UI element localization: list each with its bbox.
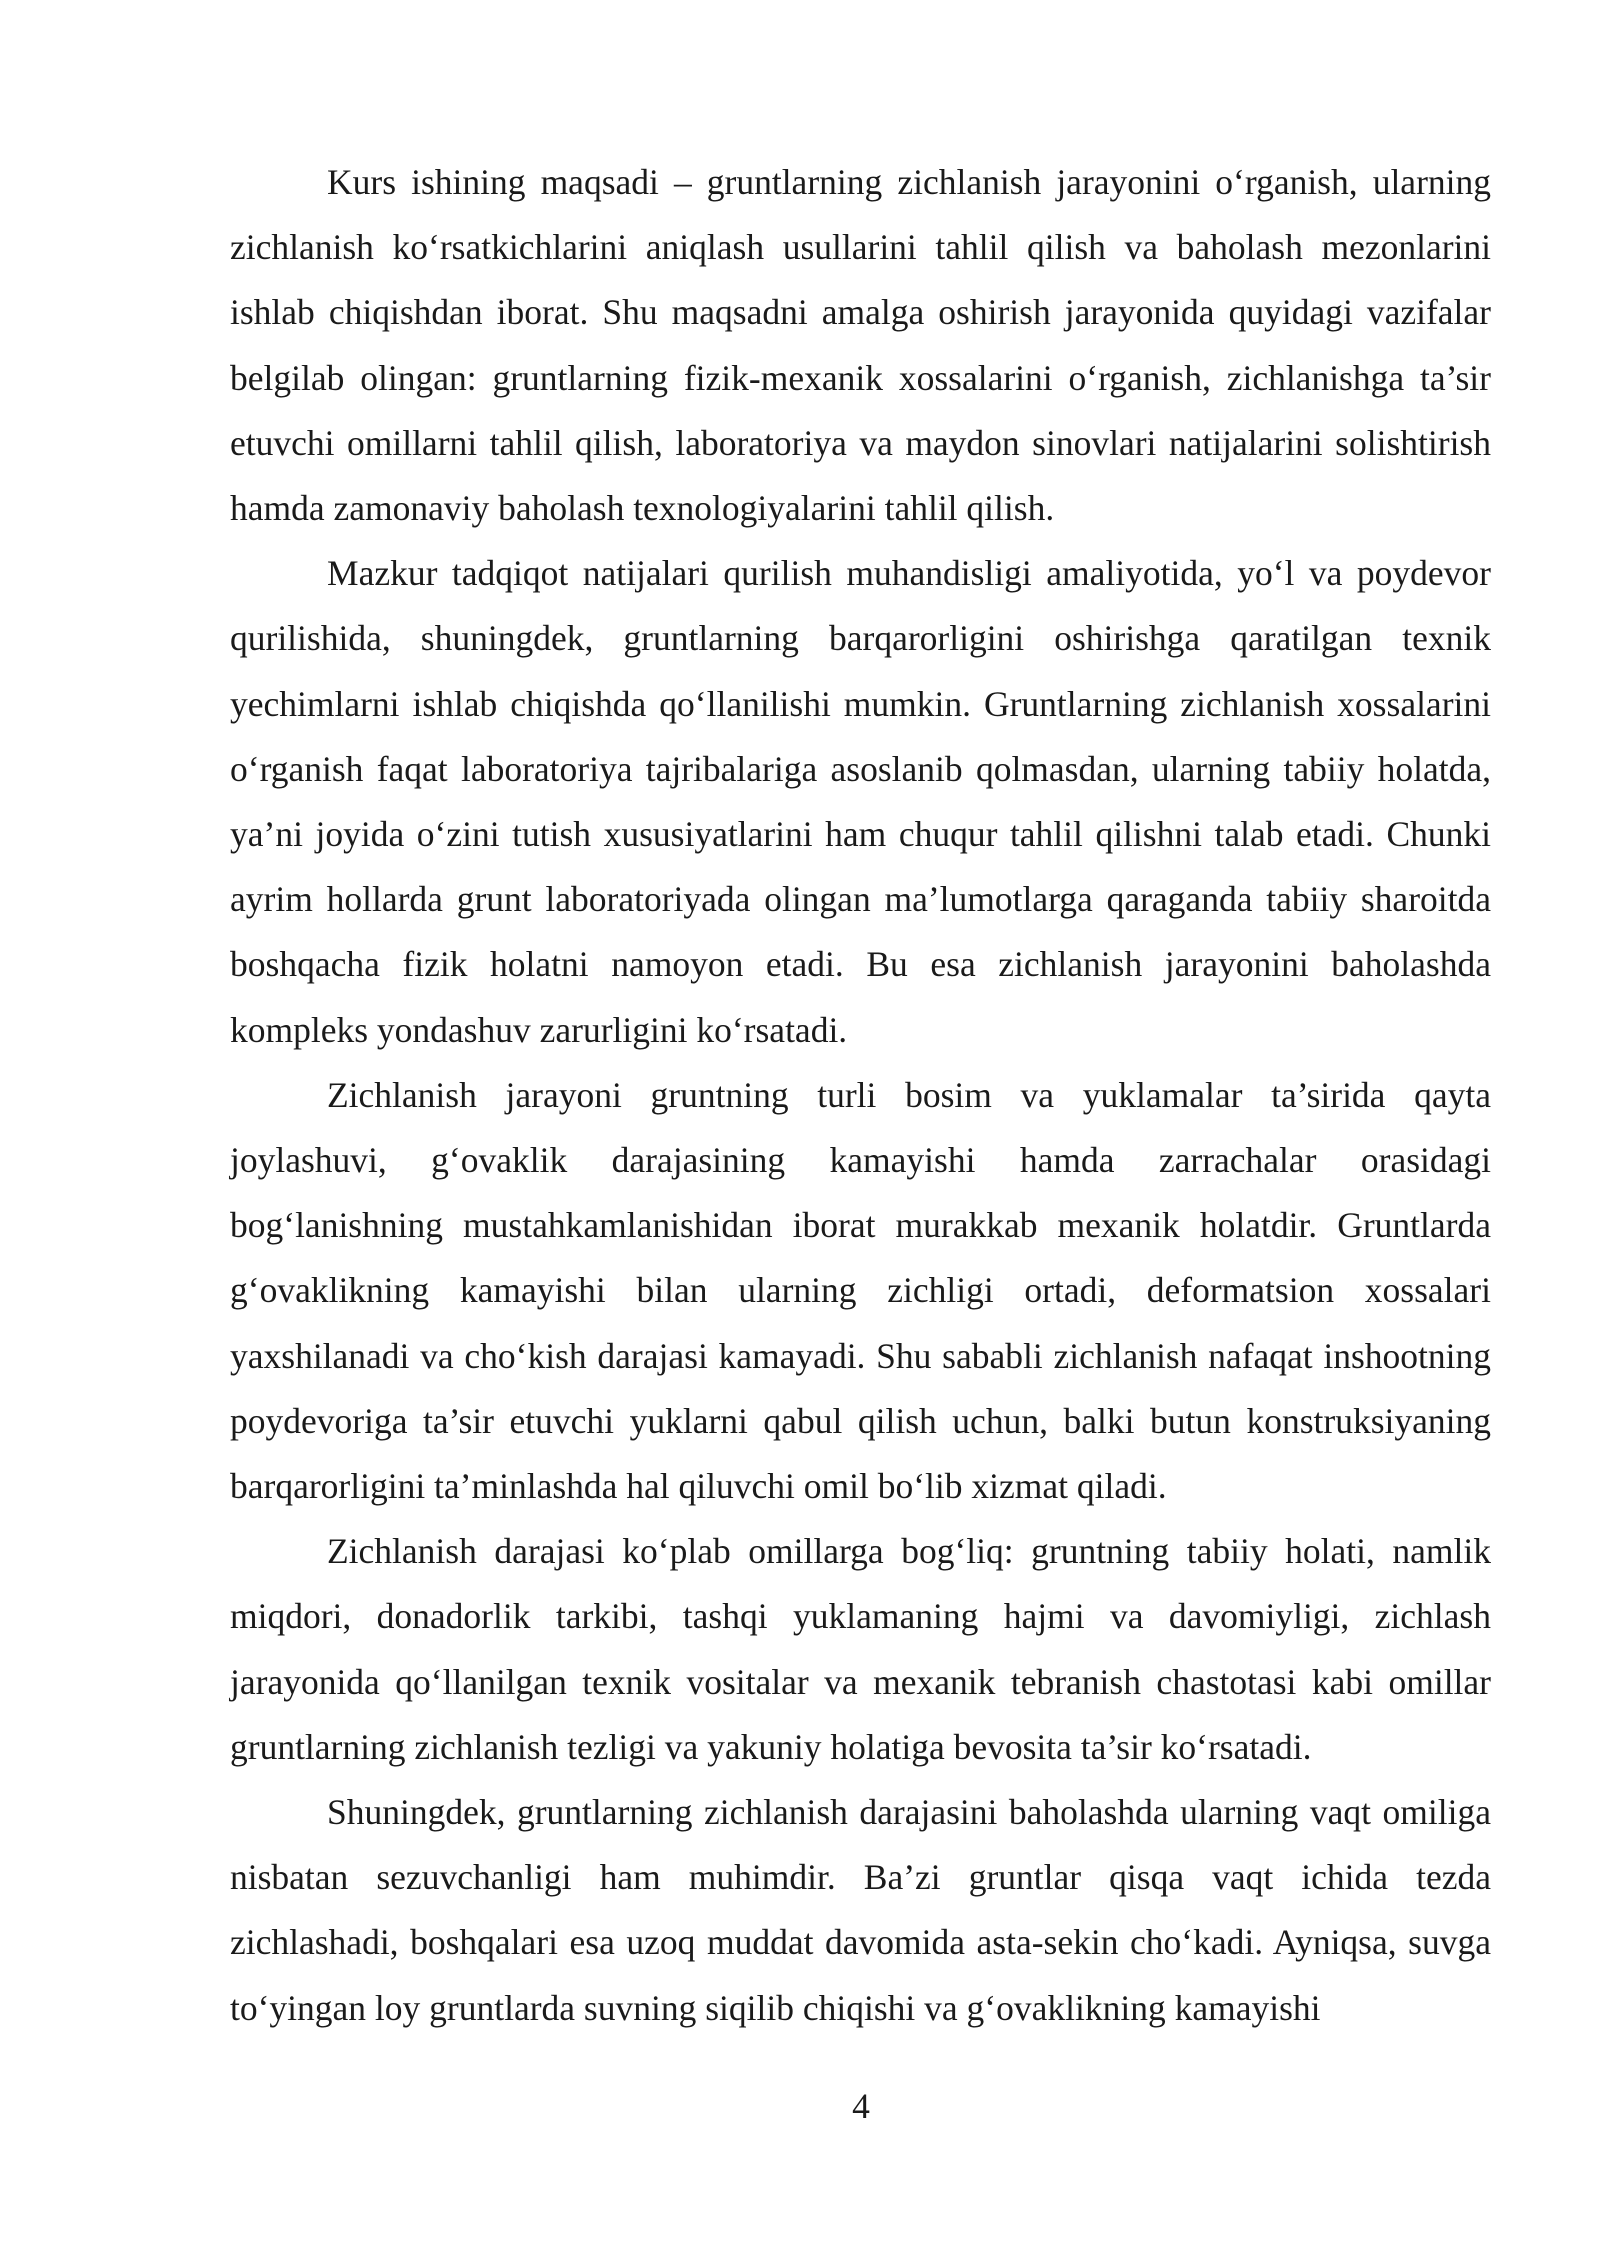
paragraph-2: Mazkur tadqiqot natijalari qurilish muhandisligi amaliyotida, yo‘l va poydevor qurilishida, shuningdek, gruntlarning barqarorligini oshirishga qaratilgan texnik yechimlarni ishlab chiqishda qo‘llanilishi mumkin. Gruntlarning zichlanish xossalarini o‘rganish faqat laboratoriya tajribalariga asoslanib qolmasdan, ularning tabiiy holatda, ya’ni joyida o‘zini tutish xususiyatlarini ham chuqur tahlil qilishni talab etadi. Chunki ayrim hollarda grunt laboratoriyada olingan ma’lumotlarga qaraganda tabiiy sharoitda boshqacha fizik holatni namoyon etadi. Bu esa zichlanish jarayonini baholashda kompleks yondashuv zarurligini ko‘rsatadi. [230, 553, 1491, 1050]
page-number: 4 [852, 2086, 870, 2126]
paragraph-3: Zichlanish jarayoni gruntning turli bosim va yuklamalar ta’sirida qayta joylashuvi, g‘ovaklik darajasining kamayishi hamda zarrachalar orasidagi bog‘lanishning mustahkamlanishidan iborat murakkab mexanik holatdir. Gruntlarda g‘ovaklikning kamayishi bilan ularning zichligi ortadi, deformatsion xossalari yaxshilanadi va cho‘kish darajasi kamayadi. Shu sababli zichlanish nafaqat inshootning poydevoriga ta’sir etuvchi yuklarni qabul qilish uchun, balki butun konstruksiyaning barqarorligini ta’minlashda hal qiluvchi omil bo‘lib xizmat qiladi. [230, 1074, 1491, 1507]
paragraph-1: Kurs ishining maqsadi – gruntlarning zichlanish jarayonini o‘rganish, ularning zichlanish ko‘rsatkichlarini aniqlash usullarini tahlil qilish va baholash mezonlarini ishlab chiqishdan iborat. Shu maqsadni amalga oshirish jarayonida quyidagi vazifalar belgilab olingan: gruntlarning fizik-mexanik xossalarini o‘rganish, zichlanishga ta’sir etuvchi omillarni tahlil qilish, laboratoriya va maydon sinovlari natijalarini solishtirish hamda zamonaviy baholash texnologiyalarini tahlil qilish. [230, 162, 1491, 529]
paragraph-5: Shuningdek, gruntlarning zichlanish darajasini baholashda ularning vaqt omiliga nisbatan sezuvchanligi ham muhimdir. Ba’zi gruntlar qisqa vaqt ichida tezda zichlashadi, boshqalari esa uzoq muddat davomida asta-sekin cho‘kadi. Ayniqsa, suvga to‘yingan loy gruntlarda suvning siqilib chiqishi va g‘ovaklikning kamayishi [230, 1792, 1491, 2028]
paragraph-4: Zichlanish darajasi ko‘plab omillarga bog‘liq: gruntning tabiiy holati, namlik miqdori, donadorlik tarkibi, tashqi yuklamaning hajmi va davomiyligi, zichlash jarayonida qo‘llanilgan texnik vositalar va mexanik tebranish chastotasi kabi omillar gruntlarning zichlanish tezligi va yakuniy holatiga bevosita ta’sir ko‘rsatadi. [230, 1531, 1491, 1767]
body-text [230, 150, 1491, 2041]
